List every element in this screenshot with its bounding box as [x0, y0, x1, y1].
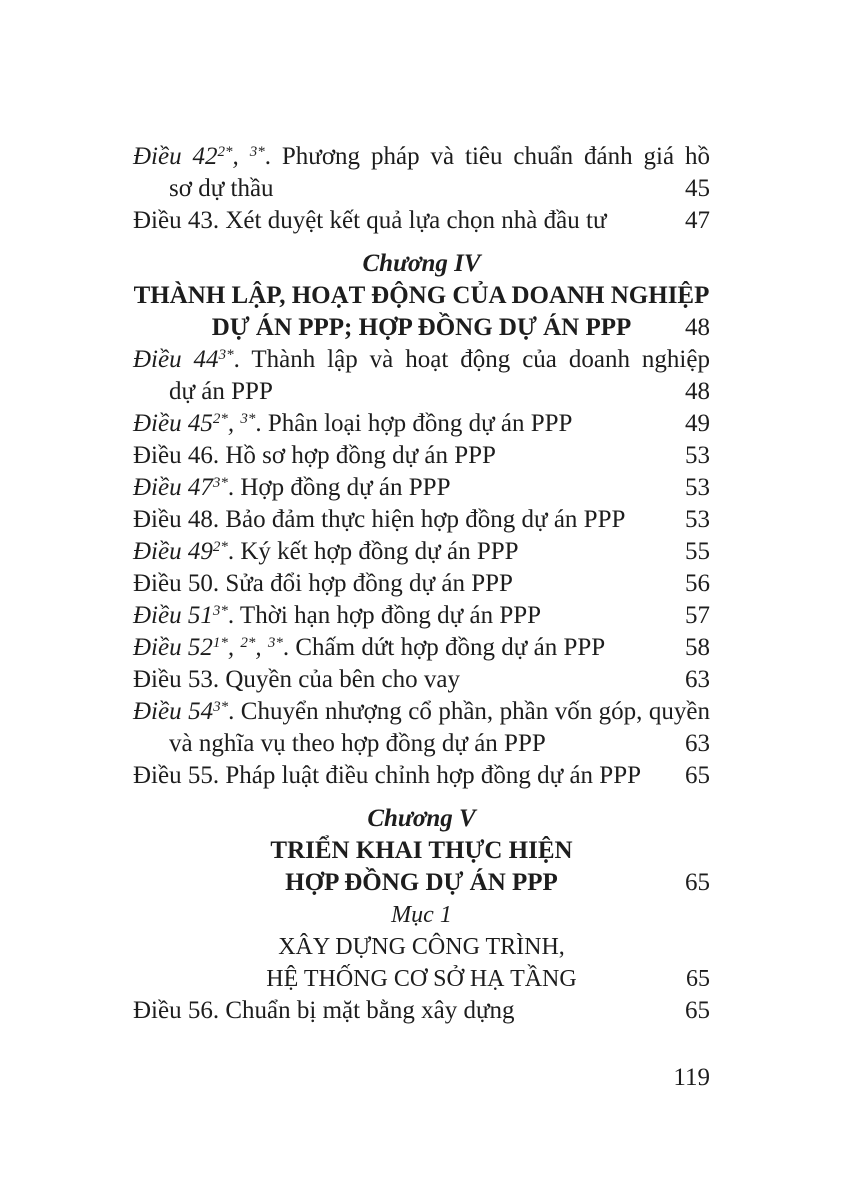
page-number: 49	[685, 410, 710, 437]
toc-entry-dieu-51	[133, 600, 710, 632]
toc-entry-dieu-55	[133, 760, 710, 792]
toc-row-text: TRIỂN KHAI THỰC HIỆN	[270, 837, 573, 864]
page-number: 63	[685, 730, 710, 757]
section-title-muc-1-line-1	[133, 931, 710, 963]
toc-row-text: và nghĩa vụ theo hợp đồng dự án PPP	[169, 730, 546, 757]
toc-row-text: Chương IV	[362, 250, 481, 277]
toc-entry-dieu-54	[133, 696, 710, 728]
page-number: 65	[685, 997, 710, 1024]
toc-row-text: Điều 48. Bảo đảm thực hiện hợp đồng dự án PPP	[133, 506, 626, 533]
page-number: 53	[685, 442, 710, 469]
toc-row-text: Điều $44^{3*}$. Thành lập và hoạt động của doanh nghiệp	[133, 346, 710, 373]
toc-entry-dieu-47	[133, 472, 710, 504]
toc-row-text: Điều $51^{3*}$. Thời hạn hợp đồng dự án PPP	[133, 602, 542, 629]
section-title-muc-1-line-2	[133, 963, 710, 995]
toc-entry-dieu-48	[133, 504, 710, 536]
toc-row-text: Điều $42^{2*}$, $^{3*}$. Phương pháp và tiêu chuẩn đánh giá hồ	[133, 143, 711, 170]
page-number: 53	[685, 506, 710, 533]
toc-entry-dieu-45	[133, 408, 710, 440]
chapter-title-v-line-1	[133, 835, 710, 867]
toc-row-text: HỆ THỐNG CƠ SỞ HẠ TẦNG	[266, 966, 577, 992]
page-number: 48	[685, 314, 710, 341]
page-number: 65	[685, 869, 710, 896]
toc-row-text: Điều 56. Chuẩn bị mặt bằng xây dựng	[133, 997, 515, 1024]
page-number: 55	[685, 538, 710, 565]
toc-entry-dieu-56	[133, 995, 710, 1027]
chapter-title-iv-line-2	[133, 312, 710, 344]
toc-entry-dieu-43	[133, 205, 710, 237]
toc-row-text: Điều 43. Xét duyệt kết quả lựa chọn nhà đầu tư	[133, 207, 607, 234]
toc-row-text: dự án PPP	[169, 378, 273, 405]
page-number: 56	[685, 570, 710, 597]
toc-row-text: Điều $49^{2*}$. Ký kết hợp đồng dự án PPP	[133, 538, 519, 565]
toc-row-text: XÂY DỰNG CÔNG TRÌNH,	[278, 934, 565, 960]
toc-row-text: Điều $54^{3*}$. Chuyển nhượng cổ phần, phần vốn góp, quyền	[133, 698, 710, 725]
toc-list	[133, 141, 710, 1027]
page-number: 53	[685, 474, 710, 501]
toc-row-text: THÀNH LẬP, HOẠT ĐỘNG CỦA DOANH NGHIỆP	[133, 282, 710, 309]
toc-row-text: Điều $45^{2*}$, $^{3*}$. Phân loại hợp đồng dự án PPP	[133, 410, 573, 437]
section-number-muc-1	[133, 899, 710, 931]
chapter-number-iv	[133, 248, 710, 280]
toc-row-text: Điều 50. Sửa đổi hợp đồng dự án PPP	[133, 570, 513, 597]
toc-row-text: HỢP ĐỒNG DỰ ÁN PPP	[285, 869, 558, 896]
chapter-number-v	[133, 803, 710, 835]
toc-row-text: Điều $52^{1*}$, $^{2*}$, $^{3*}$. Chấm dứt hợp đồng dự án PPP	[133, 634, 606, 661]
toc-entry-dieu-44-cont	[133, 376, 710, 408]
toc-entry-dieu-54-cont	[133, 728, 710, 760]
page-number: 63	[685, 666, 710, 693]
toc-entry-dieu-52	[133, 632, 710, 664]
toc-entry-dieu-53	[133, 664, 710, 696]
folio-page-number: 119	[673, 1064, 710, 1091]
page-number: 48	[685, 378, 710, 405]
toc-row-text: sơ dự thầu	[169, 175, 274, 202]
chapter-title-v-line-2	[133, 867, 710, 899]
toc-entry-dieu-42	[133, 141, 710, 173]
page-number: 58	[685, 634, 710, 661]
page-number: 65	[686, 966, 710, 992]
toc-row-text: Chương V	[367, 805, 476, 832]
toc-row-text: Mục 1	[391, 902, 452, 928]
chapter-title-iv-line-1	[133, 280, 710, 312]
toc-row-text: Điều $47^{3*}$. Hợp đồng dự án PPP	[133, 474, 451, 501]
toc-row-text: DỰ ÁN PPP; HỢP ĐỒNG DỰ ÁN PPP	[211, 314, 632, 341]
toc-entry-dieu-49	[133, 536, 710, 568]
page-number: 47	[685, 207, 710, 234]
page-number: 65	[685, 762, 710, 789]
toc-entry-dieu-44	[133, 344, 710, 376]
toc-entry-dieu-42-cont	[133, 173, 710, 205]
toc-row-text: Điều 55. Pháp luật điều chỉnh hợp đồng dự án PPP	[133, 762, 641, 789]
page-number: 45	[685, 175, 710, 202]
toc-entry-dieu-50	[133, 568, 710, 600]
toc-row-text: Điều 46. Hồ sơ hợp đồng dự án PPP	[133, 442, 496, 469]
page-number: 57	[685, 602, 710, 629]
toc-row-text: Điều 53. Quyền của bên cho vay	[133, 666, 460, 693]
toc-entry-dieu-46	[133, 440, 710, 472]
